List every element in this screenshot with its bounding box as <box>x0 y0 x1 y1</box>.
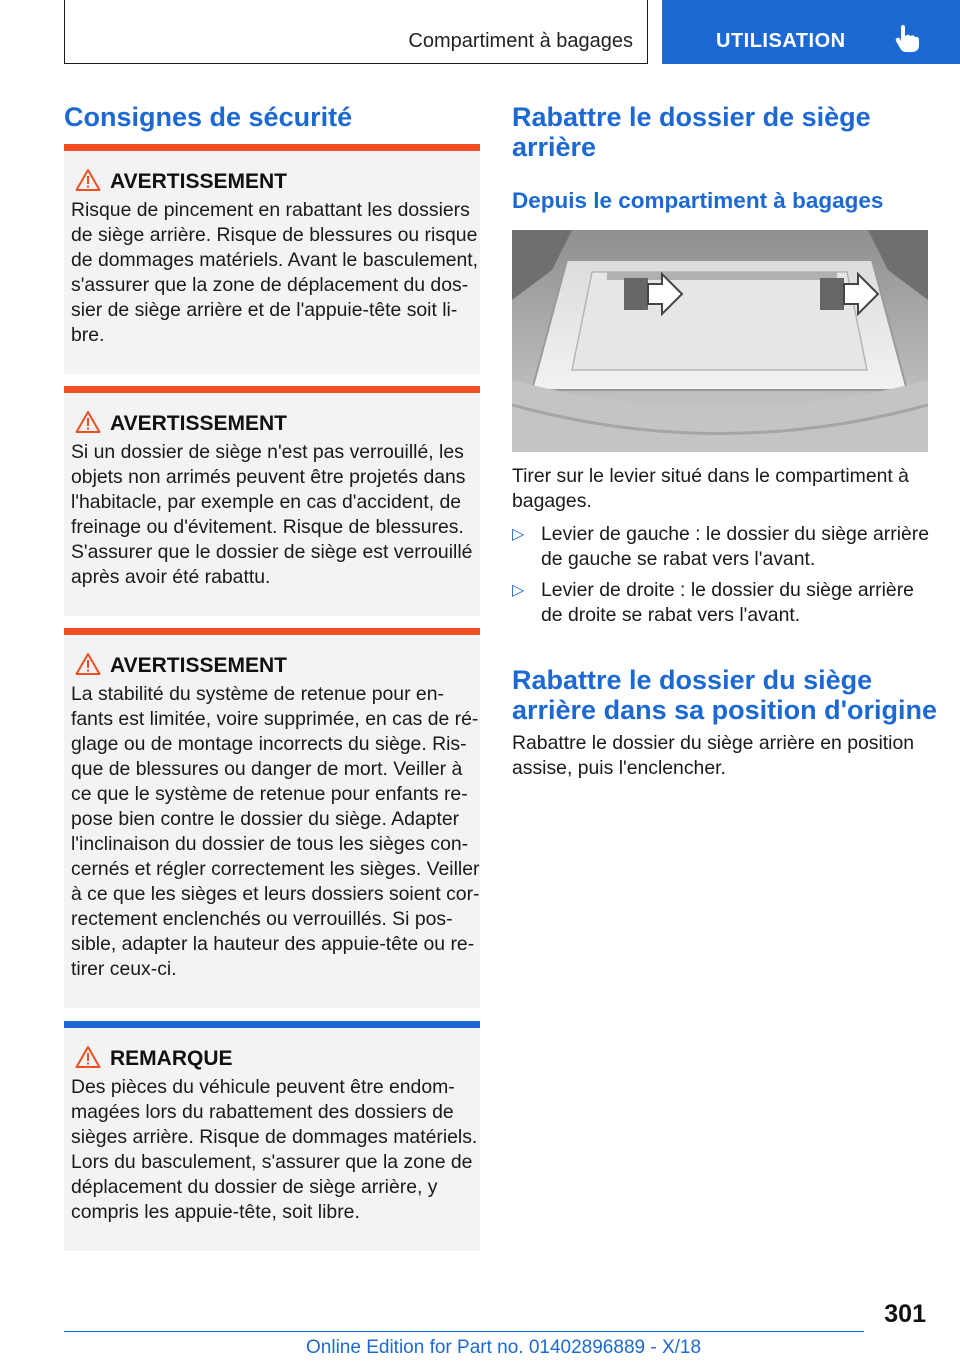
bullet-triangle-icon: ▷ <box>512 582 525 599</box>
warning-box <box>64 144 480 374</box>
page-number: 301 <box>884 1300 926 1328</box>
box-text: Des pièces du véhicule peuvent être endom‐ magées lors du rabattement des dossiers de sièges arrière. Risque de dommages matériels. Lors du basculement, s'assurer que la zone de déplacement du dossier de siège arrière, y compris les appuie-tête, soit libre. <box>71 1076 478 1223</box>
hand-pointer-icon <box>894 25 920 53</box>
bullet-triangle-icon: ▷ <box>512 526 525 543</box>
header-section-title: Compartiment à bagages <box>408 30 633 52</box>
warning-triangle-icon <box>75 410 101 434</box>
box-title: AVERTISSEMENT <box>110 654 287 677</box>
warning-box <box>64 386 480 616</box>
warning-triangle-icon <box>75 652 101 676</box>
warning-box <box>64 628 480 1008</box>
intro-text: Tirer sur le levier situé dans le compartiment à bagages. <box>512 465 909 512</box>
box-title: AVERTISSEMENT <box>110 170 287 193</box>
warning-bar <box>64 628 480 635</box>
footer-edition: Online Edition for Part no. 01402896889 - X/18 <box>306 1337 702 1358</box>
box-title: AVERTISSEMENT <box>110 412 287 435</box>
box-title: REMARQUE <box>110 1047 233 1070</box>
warning-bar <box>64 144 480 151</box>
note-bar <box>64 1021 480 1028</box>
note-box <box>64 1021 480 1251</box>
trunk-illustration <box>512 230 928 452</box>
section-title-restore-seat: Rabattre le dossier du siège arrière dans sa position d'origine <box>512 665 938 725</box>
section-title-fold-seat: Rabattre le dossier de siège arrière <box>512 102 871 162</box>
header-section-box <box>64 0 648 64</box>
header-chapter-title: UTILISATION <box>716 30 846 52</box>
box-text: Risque de pincement en rabattant les dossiers de siège arrière. Risque de blessures ou risque de dommages matériels. Avant le basculement, s'assurer que la zone de déplacement du dos‐ sier de siège arrière et de l'appuie-tête soit li‐ bre. <box>71 199 479 346</box>
warning-bar <box>64 386 480 393</box>
restore-text: Rabattre le dossier du siège arrière en position assise, puis l'enclencher. <box>512 732 915 779</box>
subsection-title: Depuis le compartiment à bagages <box>512 188 884 213</box>
warning-triangle-icon <box>75 168 101 192</box>
box-text: La stabilité du système de retenue pour en‐ fants est limitée, voire supprimée, en cas de ré‐ glage ou de montage incorrects du siège. Ris‐ que de blessures ou danger de mort. Veiller à ce que le système de retenue pour enfants re‐ pose bien contre le dossier du siège. Adapter l'inclinaison du dossier de tous les sièges con‐ cernés et régler correctement les sièges. Veiller à ce que les sièges et leurs dossiers soient cor‐ rectement enclenchés ou verrouillés. Si pos‐ sible, adapter la hauteur des appuie-tête ou re‐ tirer ceux-ci. <box>71 683 480 980</box>
header-chapter-box <box>662 0 960 64</box>
warning-triangle-icon <box>75 1045 101 1069</box>
box-text: Si un dossier de siège n'est pas verrouillé, les objets non arrimés peuvent être projetés dans l'habitacle, par exemple en cas d'accident, de freinage ou d'évitement. Risque de blessures. S'assurer que le dossier de siège est verrouillé après avoir été rabattu. <box>71 441 473 588</box>
footer-divider <box>64 1331 864 1332</box>
section-title-safety: Consignes de sécurité <box>64 102 353 132</box>
